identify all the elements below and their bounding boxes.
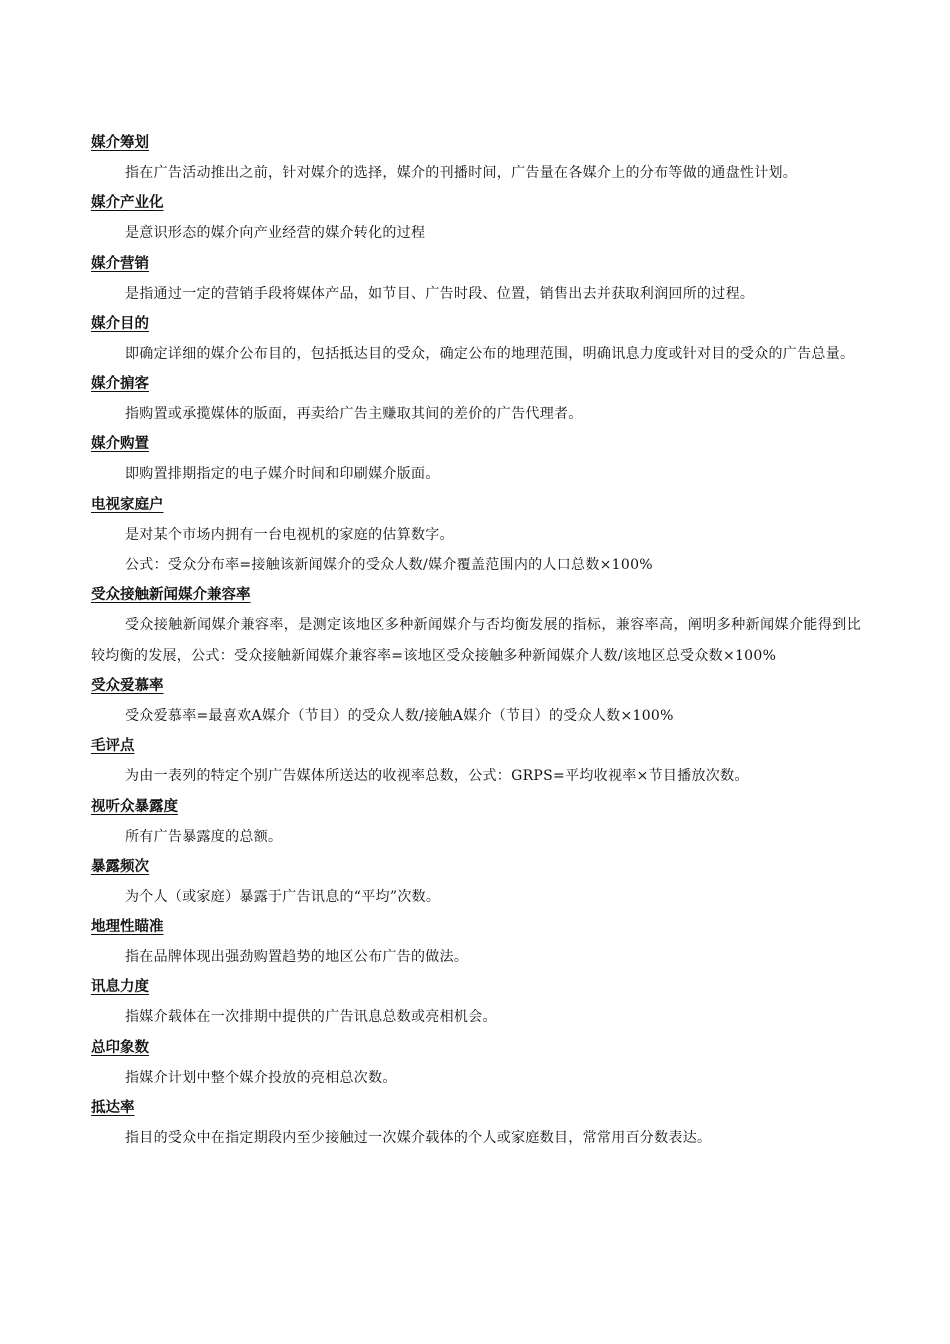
glossary-entry bbox=[91, 429, 861, 489]
glossary-entry bbox=[91, 912, 861, 972]
entry-definition: 受众爱慕率=最喜欢A媒介（节目）的受众人数/接触A媒介（节目）的受众人数×100% bbox=[125, 707, 674, 724]
glossary-page bbox=[91, 128, 861, 1153]
entry-term: 媒介产业化 bbox=[91, 195, 164, 212]
entry-term: 暴露频次 bbox=[91, 858, 149, 875]
glossary-entry bbox=[91, 852, 861, 912]
entry-definition: 所有广告暴露度的总额。 bbox=[125, 828, 283, 845]
entry-term: 电视家庭户 bbox=[91, 496, 164, 513]
glossary-entry bbox=[91, 188, 861, 248]
entry-definition: 即购置排期指定的电子媒介时间和印刷媒介版面。 bbox=[125, 466, 440, 483]
entry-term: 媒介营销 bbox=[91, 255, 149, 272]
entry-term: 视听众暴露度 bbox=[91, 798, 178, 815]
glossary-entry bbox=[91, 309, 861, 369]
entry-definition: 指媒介计划中整个媒介投放的亮相总次数。 bbox=[125, 1069, 397, 1086]
entry-term: 媒介筹划 bbox=[91, 135, 149, 151]
entry-definition: 指购置或承揽媒体的版面，再卖给广告主赚取其间的差价的广告代理者。 bbox=[125, 406, 583, 423]
entry-definition: 为个人（或家庭）暴露于广告讯息的“平均”次数。 bbox=[125, 888, 441, 905]
entry-definition: 指在广告活动推出之前，针对媒介的选择，媒介的刊播时间，广告量在各媒介上的分布等做的通盘性计划。 bbox=[125, 165, 798, 181]
entry-term: 受众爱慕率 bbox=[91, 677, 164, 694]
entry-term: 媒介购置 bbox=[91, 436, 149, 453]
entry-definition: 是意识形态的媒介向产业经营的媒介转化的过程 bbox=[125, 225, 426, 242]
entry-definition: 指媒介载体在一次排期中提供的广告讯息总数或亮相机会。 bbox=[125, 1009, 497, 1026]
entry-term: 抵达率 bbox=[91, 1100, 135, 1117]
entry-definition: 指在品牌体现出强劲购置趋势的地区公布广告的做法。 bbox=[125, 949, 469, 966]
glossary-entry bbox=[91, 671, 861, 731]
glossary-entry bbox=[91, 1033, 861, 1093]
glossary-entry bbox=[91, 490, 861, 581]
entry-term: 媒介目的 bbox=[91, 315, 149, 332]
glossary-entry bbox=[91, 972, 861, 1032]
glossary-entry bbox=[91, 731, 861, 791]
glossary-entry bbox=[91, 128, 861, 188]
entry-formula: 公式：受众分布率=接触该新闻媒介的受众人数/媒介覆盖范围内的人口总数×100% bbox=[125, 557, 653, 574]
entry-definition: 即确定详细的媒介公布目的，包括抵达目的受众，确定公布的地理范围，明确讯息力度或针对目的受众的广告总量。 bbox=[125, 345, 855, 362]
entry-term: 讯息力度 bbox=[91, 979, 149, 996]
entry-term: 总印象数 bbox=[91, 1039, 149, 1056]
glossary-entry bbox=[91, 792, 861, 852]
entry-term: 地理性瞄准 bbox=[91, 919, 164, 936]
entry-term: 毛评点 bbox=[91, 738, 135, 755]
entry-term: 媒介掮客 bbox=[91, 376, 149, 393]
glossary-entry bbox=[91, 580, 861, 671]
entry-definition: 受众接触新闻媒介兼容率，是测定该地区多种新闻媒介与否均衡发展的指标，兼容率高，阐明多种新闻媒介能得到比较均衡的发展，公式：受众接触新闻媒介兼容率=该地区受众接触多种新闻媒介人数/该地区总受众数×100% bbox=[91, 617, 861, 664]
glossary-entry bbox=[91, 1093, 861, 1153]
glossary-entry bbox=[91, 249, 861, 309]
entry-definition: 指目的受众中在指定期段内至少接触过一次媒介载体的个人或家庭数目，常常用百分数表达。 bbox=[125, 1130, 712, 1147]
entry-term: 受众接触新闻媒介兼容率 bbox=[91, 587, 251, 604]
entry-definition: 是指通过一定的营销手段将媒体产品，如节目、广告时段、位置，销售出去并获取利润回所的过程。 bbox=[125, 285, 755, 302]
entry-definition: 为由一表列的特定个别广告媒体所送达的收视率总数，公式：GRPS=平均收视率×节目播放次数。 bbox=[125, 768, 749, 785]
glossary-entry bbox=[91, 369, 861, 429]
entry-definition: 是对某个市场内拥有一台电视机的家庭的估算数字。 bbox=[125, 526, 454, 543]
